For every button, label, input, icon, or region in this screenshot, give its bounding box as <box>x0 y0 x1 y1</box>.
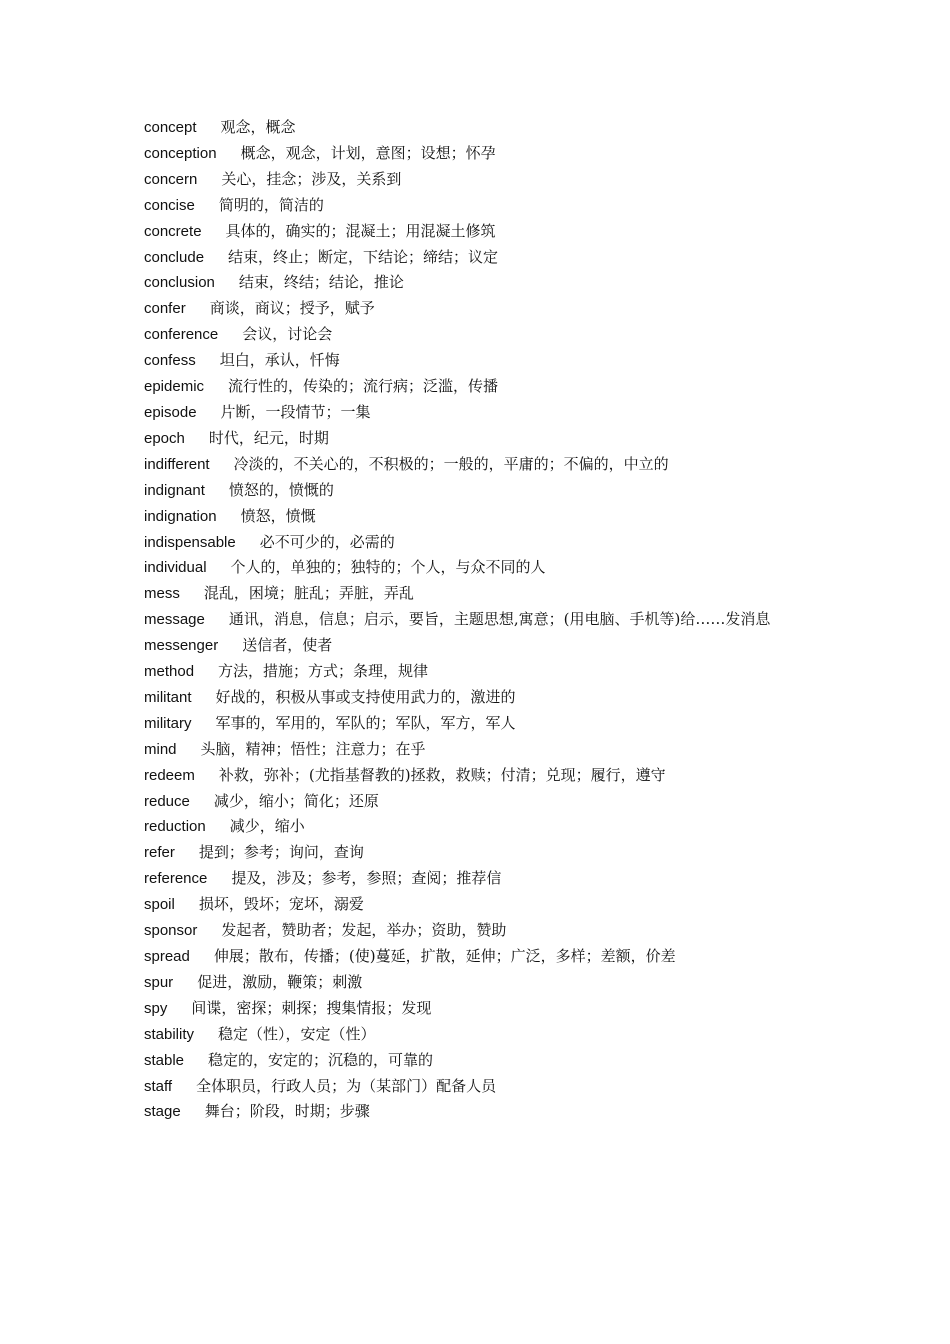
entry-definition: 伸展；散布，传播；(使)蔓延，扩散，延伸；广泛，多样；差额，价差 <box>213 947 676 965</box>
vocabulary-entry <box>144 296 810 322</box>
vocabulary-entry <box>144 1048 810 1074</box>
entry-word: conference <box>144 326 219 344</box>
entry-word: concrete <box>144 222 202 240</box>
vocabulary-entry <box>144 245 810 271</box>
entry-definition: 结束，终止；断定，下结论；缔结；议定 <box>228 247 499 266</box>
vocabulary-entry <box>144 944 810 970</box>
vocabulary-entry <box>144 1074 810 1100</box>
vocabulary-entry <box>144 789 810 815</box>
vocabulary-entry <box>144 452 810 478</box>
entry-word: stable <box>144 1051 185 1069</box>
vocabulary-entry <box>144 219 810 245</box>
vocabulary-entry <box>144 763 810 789</box>
entry-word: indignant <box>144 481 205 499</box>
vocabulary-entry <box>144 270 810 296</box>
vocabulary-entry <box>144 322 810 348</box>
entry-definition: 片断，一段情节；一集 <box>220 402 371 421</box>
entry-word: epoch <box>144 429 185 447</box>
entry-definition: 稳定（性），安定（性） <box>218 1024 376 1043</box>
entry-word: method <box>144 663 195 681</box>
entry-word: reduction <box>144 818 206 836</box>
entry-word: confess <box>144 352 196 370</box>
entry-definition: 时代，纪元，时期 <box>208 428 329 447</box>
vocabulary-list <box>144 115 810 1125</box>
vocabulary-entry <box>144 530 810 556</box>
entry-word: mess <box>144 585 180 603</box>
vocabulary-entry <box>144 374 810 400</box>
entry-definition: 提到；参考；询问，查询 <box>198 843 364 862</box>
entry-definition: 全体职员，行政人员；为（某部门）配备人员 <box>196 1076 497 1095</box>
vocabulary-entry <box>144 115 810 141</box>
entry-word: messenger <box>144 637 219 655</box>
vocabulary-entry <box>144 737 810 763</box>
entry-word: militant <box>144 688 192 706</box>
vocabulary-entry <box>144 711 810 737</box>
entry-definition: 减少，缩小；简化；还原 <box>213 791 379 810</box>
entry-word: reference <box>144 870 208 888</box>
vocabulary-entry <box>144 1022 810 1048</box>
entry-word: concept <box>144 119 197 136</box>
entry-word: staff <box>144 1077 173 1095</box>
entry-word: conception <box>144 144 217 162</box>
entry-word: refer <box>144 844 175 862</box>
vocabulary-entry <box>144 141 810 167</box>
entry-word: epidemic <box>144 378 205 396</box>
entry-definition: 结束，终结；结论，推论 <box>238 273 404 292</box>
vocabulary-entry <box>144 633 810 659</box>
vocabulary-entry <box>144 996 810 1022</box>
vocabulary-entry <box>144 348 810 374</box>
vocabulary-entry <box>144 555 810 581</box>
entry-definition: 简明的，简洁的 <box>218 195 324 214</box>
entry-definition: 观念，概念 <box>220 118 296 136</box>
entry-definition: 冷淡的，不关心的，不积极的；一般的，平庸的；不偏的，中立的 <box>233 454 669 473</box>
vocabulary-entry <box>144 970 810 996</box>
entry-word: spread <box>144 948 190 965</box>
vocabulary-entry <box>144 478 810 504</box>
entry-definition: 军事的，军用的，军队的；军队，军方，军人 <box>215 713 516 732</box>
entry-definition: 坦白，承认，忏悔 <box>219 351 340 370</box>
vocabulary-entry <box>144 581 810 607</box>
vocabulary-entry <box>144 1099 810 1125</box>
entry-definition: 混乱，困境；脏乱；弄脏，弄乱 <box>203 584 414 603</box>
vocabulary-entry <box>144 814 810 840</box>
entry-definition: 方法，措施；方式；条理，规律 <box>218 662 429 681</box>
entry-word: sponsor <box>144 922 198 940</box>
entry-word: stage <box>144 1103 181 1121</box>
entry-definition: 流行性的，传染的；流行病；泛滥，传播 <box>228 377 499 396</box>
vocabulary-entry <box>144 840 810 866</box>
vocabulary-entry <box>144 918 810 944</box>
entry-definition: 头脑，精神；悟性；注意力；在乎 <box>200 739 426 758</box>
entry-word: indignation <box>144 507 217 525</box>
entry-definition: 具体的，确实的；混凝土；用混凝土修筑 <box>225 221 496 240</box>
entry-definition: 间谍，密探；刺探；搜集情报；发现 <box>191 998 432 1017</box>
entry-word: reduce <box>144 792 190 810</box>
vocabulary-entry <box>144 426 810 452</box>
vocabulary-entry <box>144 504 810 530</box>
entry-definition: 会议，讨论会 <box>242 325 333 344</box>
vocabulary-entry <box>144 659 810 685</box>
entry-word: spur <box>144 973 174 991</box>
entry-definition: 概念，观念，计划，意图；设想；怀孕 <box>240 143 496 162</box>
entry-word: indispensable <box>144 533 236 551</box>
vocabulary-entry <box>144 607 810 633</box>
entry-word: spoil <box>144 896 175 914</box>
entry-word: spy <box>144 999 168 1017</box>
entry-word: mind <box>144 740 177 758</box>
entry-definition: 发起者，赞助者；发起，举办；资助，赞助 <box>221 921 507 940</box>
entry-definition: 稳定的，安定的；沉稳的，可靠的 <box>208 1050 434 1069</box>
entry-definition: 必不可少的，必需的 <box>259 532 395 551</box>
entry-word: episode <box>144 403 197 421</box>
entry-word: military <box>144 714 192 732</box>
entry-word: conclude <box>144 248 205 266</box>
vocabulary-entry <box>144 892 810 918</box>
entry-definition: 个人的，单独的；独特的；个人，与众不同的人 <box>230 558 546 577</box>
entry-word: concise <box>144 196 195 214</box>
vocabulary-entry <box>144 193 810 219</box>
entry-definition: 愤怒的，愤慨的 <box>228 480 334 499</box>
entry-word: stability <box>144 1025 195 1043</box>
entry-definition: 提及，涉及；参考，参照；查阅；推荐信 <box>231 869 502 888</box>
entry-definition: 好战的，积极从事或支持使用武力的，激进的 <box>215 687 516 706</box>
entry-word: concern <box>144 170 198 188</box>
entry-definition: 减少，缩小 <box>229 817 305 836</box>
entry-word: confer <box>144 300 186 318</box>
entry-word: individual <box>144 559 207 577</box>
entry-definition: 送信者，使者 <box>242 636 333 655</box>
entry-word: conclusion <box>144 274 215 292</box>
entry-word: message <box>144 611 205 629</box>
entry-definition: 通讯，消息，信息；启示，要旨，主题思想,寓意；(用电脑、手机等)给……发消息 <box>228 610 771 629</box>
entry-definition: 补救，弥补；(尤指基督教的)拯救，救赎；付清；兑现；履行，遵守 <box>218 765 666 784</box>
entry-definition: 促进，激励，鞭策；刺激 <box>197 972 363 991</box>
entry-definition: 商谈，商议；授予，赋予 <box>209 299 375 318</box>
entry-word: indifferent <box>144 455 210 473</box>
entry-definition: 愤怒，愤慨 <box>240 506 316 525</box>
vocabulary-entry <box>144 167 810 193</box>
vocabulary-entry <box>144 400 810 426</box>
entry-word: redeem <box>144 766 195 784</box>
entry-definition: 舞台；阶段，时期；步骤 <box>204 1102 370 1121</box>
vocabulary-entry <box>144 685 810 711</box>
entry-definition: 损坏，毁坏；宠坏，溺爱 <box>198 895 364 914</box>
entry-definition: 关心，挂念；涉及，关系到 <box>221 169 402 188</box>
vocabulary-entry <box>144 866 810 892</box>
